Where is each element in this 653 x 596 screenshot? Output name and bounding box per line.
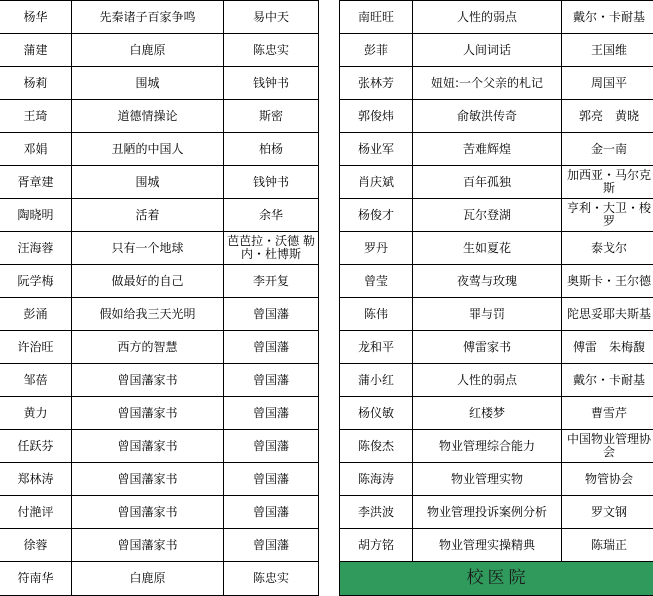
- table-row: [0, 496, 319, 529]
- table-row: [0, 397, 319, 430]
- reader-name-cell: 彭涌: [0, 298, 72, 331]
- reader-name-cell: 杨华: [0, 1, 72, 34]
- reader-name-cell: 肖庆斌: [340, 166, 413, 199]
- book-title-cell: 物业管理实物: [413, 463, 562, 496]
- author-cell: 王国维: [562, 34, 653, 67]
- table-row: [0, 34, 319, 67]
- author-cell: 戴尔・卡耐基: [562, 364, 653, 397]
- footer-banner: 校医院: [340, 562, 653, 596]
- book-title-cell: 做最好的自己: [72, 265, 224, 298]
- table-row: [0, 166, 319, 199]
- book-title-cell: 人性的弱点: [413, 1, 562, 34]
- table-row: [340, 133, 653, 166]
- table-row: [0, 199, 319, 232]
- reader-name-cell: 陈俊杰: [340, 430, 413, 463]
- reader-name-cell: 汪海蓉: [0, 232, 72, 265]
- reader-name-cell: 邹蓓: [0, 364, 72, 397]
- book-title-cell: 围城: [72, 166, 224, 199]
- reader-name-cell: 胡方铭: [340, 529, 413, 562]
- book-title-cell: 曾国藩家书: [72, 397, 224, 430]
- reader-name-cell: 杨业军: [340, 133, 413, 166]
- reader-name-cell: 罗丹: [340, 232, 413, 265]
- author-cell: 金一南: [562, 133, 653, 166]
- book-title-cell: 俞敏洪传奇: [413, 100, 562, 133]
- book-title-cell: 围城: [72, 67, 224, 100]
- book-title-cell: 夜莺与玫瑰: [413, 265, 562, 298]
- author-cell: 曾国藩: [224, 463, 319, 496]
- reader-name-cell: 李洪波: [340, 496, 413, 529]
- footer-banner-row: [340, 562, 653, 596]
- author-cell: 陈忠实: [224, 562, 319, 596]
- table-row: [340, 430, 653, 463]
- reader-name-cell: 黄力: [0, 397, 72, 430]
- book-title-cell: 红楼梦: [413, 397, 562, 430]
- author-cell: 曾国藩: [224, 430, 319, 463]
- author-cell: 郭亮 黄晓: [562, 100, 653, 133]
- book-title-cell: 生如夏花: [413, 232, 562, 265]
- author-cell: 曹雪芹: [562, 397, 653, 430]
- book-title-cell: 曾国藩家书: [72, 430, 224, 463]
- right-borrow-table: [339, 0, 653, 596]
- reader-name-cell: 郭俊炜: [340, 100, 413, 133]
- reader-name-cell: 郑林涛: [0, 463, 72, 496]
- table-row: [340, 265, 653, 298]
- author-cell: 曾国藩: [224, 298, 319, 331]
- author-cell: 曾国藩: [224, 529, 319, 562]
- table-row: [340, 100, 653, 133]
- table-row: [0, 232, 319, 265]
- reader-name-cell: 龙和平: [340, 331, 413, 364]
- author-cell: 斯密: [224, 100, 319, 133]
- reader-name-cell: 南旺旺: [340, 1, 413, 34]
- reader-name-cell: 徐蓉: [0, 529, 72, 562]
- right-table-body: [340, 1, 653, 596]
- book-title-cell: 苦难辉煌: [413, 133, 562, 166]
- author-cell: 柏杨: [224, 133, 319, 166]
- table-row: [340, 298, 653, 331]
- author-cell: 物管协会: [562, 463, 653, 496]
- reader-name-cell: 邓娟: [0, 133, 72, 166]
- table-row: [340, 166, 653, 199]
- book-title-cell: 曾国藩家书: [72, 496, 224, 529]
- author-cell: 易中天: [224, 1, 319, 34]
- reader-name-cell: 杨莉: [0, 67, 72, 100]
- author-cell: 加西亚・马尔克斯: [562, 166, 653, 199]
- author-cell: 陈忠实: [224, 34, 319, 67]
- book-title-cell: 妞妞:一个父亲的札记: [413, 67, 562, 100]
- table-row: [340, 529, 653, 562]
- book-title-cell: 物业管理综合能力: [413, 430, 562, 463]
- table-row: [0, 331, 319, 364]
- author-cell: 周国平: [562, 67, 653, 100]
- reader-name-cell: 陈伟: [340, 298, 413, 331]
- book-title-cell: 傅雷家书: [413, 331, 562, 364]
- book-title-cell: 只有一个地球: [72, 232, 224, 265]
- book-title-cell: 曾国藩家书: [72, 529, 224, 562]
- table-row: [0, 463, 319, 496]
- book-title-cell: 西方的智慧: [72, 331, 224, 364]
- author-cell: 芭芭拉・沃德 勒内・杜博斯: [224, 232, 319, 265]
- reader-name-cell: 陶晓明: [0, 199, 72, 232]
- book-title-cell: 曾国藩家书: [72, 364, 224, 397]
- book-title-cell: 罪与罚: [413, 298, 562, 331]
- table-row: [0, 298, 319, 331]
- book-title-cell: 丑陋的中国人: [72, 133, 224, 166]
- reader-name-cell: 胥章建: [0, 166, 72, 199]
- author-cell: 陈瑞正: [562, 529, 653, 562]
- author-cell: 钱钟书: [224, 166, 319, 199]
- reader-name-cell: 张林芳: [340, 67, 413, 100]
- author-cell: 泰戈尔: [562, 232, 653, 265]
- table-row: [0, 529, 319, 562]
- author-cell: 亨利・大卫・梭罗: [562, 199, 653, 232]
- author-cell: 罗文钢: [562, 496, 653, 529]
- reader-name-cell: 许治旺: [0, 331, 72, 364]
- table-row: [0, 562, 319, 596]
- table-row: [340, 364, 653, 397]
- book-title-cell: 假如给我三天光明: [72, 298, 224, 331]
- table-row: [340, 463, 653, 496]
- table-row: [0, 67, 319, 100]
- left-table-body: [0, 1, 319, 596]
- reader-name-cell: 蒲小红: [340, 364, 413, 397]
- table-row: [0, 100, 319, 133]
- table-row: [340, 331, 653, 364]
- book-title-cell: 白鹿原: [72, 562, 224, 596]
- table-row: [340, 496, 653, 529]
- author-cell: 曾国藩: [224, 397, 319, 430]
- book-title-cell: 百年孤独: [413, 166, 562, 199]
- reader-name-cell: 杨仪敏: [340, 397, 413, 430]
- reader-name-cell: 蒲建: [0, 34, 72, 67]
- book-title-cell: 瓦尔登湖: [413, 199, 562, 232]
- author-cell: 李开复: [224, 265, 319, 298]
- book-title-cell: 活着: [72, 199, 224, 232]
- table-row: [340, 397, 653, 430]
- author-cell: 钱钟书: [224, 67, 319, 100]
- table-row: [340, 199, 653, 232]
- reader-name-cell: 任跃芬: [0, 430, 72, 463]
- book-title-cell: 曾国藩家书: [72, 463, 224, 496]
- reader-name-cell: 彭菲: [340, 34, 413, 67]
- table-row: [0, 364, 319, 397]
- author-cell: 曾国藩: [224, 364, 319, 397]
- author-cell: 戴尔・卡耐基: [562, 1, 653, 34]
- table-row: [340, 232, 653, 265]
- reader-name-cell: 付滟评: [0, 496, 72, 529]
- table-row: [0, 133, 319, 166]
- left-borrow-table: [0, 0, 319, 596]
- reader-name-cell: 符南华: [0, 562, 72, 596]
- author-cell: 中国物业管理协会: [562, 430, 653, 463]
- book-title-cell: 白鹿原: [72, 34, 224, 67]
- author-cell: 曾国藩: [224, 496, 319, 529]
- author-cell: 曾国藩: [224, 331, 319, 364]
- table-row: [340, 67, 653, 100]
- table-row: [0, 1, 319, 34]
- reader-name-cell: 阮学梅: [0, 265, 72, 298]
- reader-name-cell: 陈海涛: [340, 463, 413, 496]
- table-row: [340, 1, 653, 34]
- author-cell: 余华: [224, 199, 319, 232]
- book-title-cell: 物业管理实操精典: [413, 529, 562, 562]
- author-cell: 奥斯卡・王尔德: [562, 265, 653, 298]
- book-title-cell: 人间词话: [413, 34, 562, 67]
- table-row: [0, 265, 319, 298]
- author-cell: 陀思妥耶夫斯基: [562, 298, 653, 331]
- reader-name-cell: 王琦: [0, 100, 72, 133]
- book-title-cell: 人性的弱点: [413, 364, 562, 397]
- reader-name-cell: 曾莹: [340, 265, 413, 298]
- table-row: [340, 34, 653, 67]
- book-title-cell: 物业管理投诉案例分析: [413, 496, 562, 529]
- book-title-cell: 道德情操论: [72, 100, 224, 133]
- table-row: [0, 430, 319, 463]
- book-title-cell: 先秦诸子百家争鸣: [72, 1, 224, 34]
- reader-name-cell: 杨俊才: [340, 199, 413, 232]
- author-cell: 傅雷 朱梅馥: [562, 331, 653, 364]
